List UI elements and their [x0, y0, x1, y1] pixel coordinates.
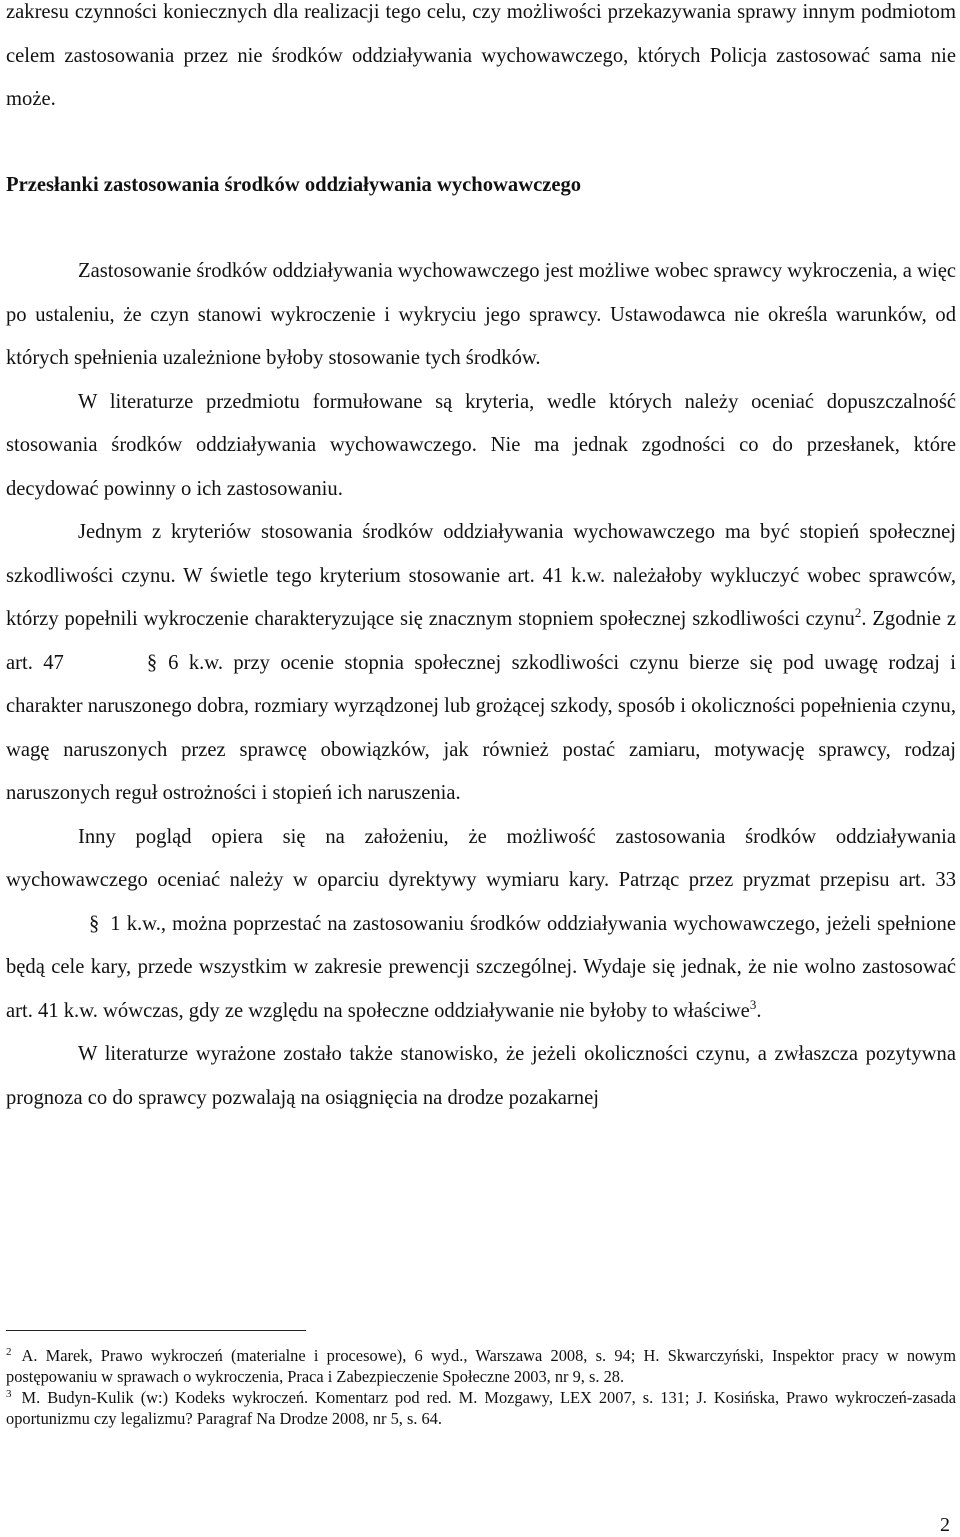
paragraph-2: W literaturze przedmiotu formułowane są kryteria, wedle których należy oceniać dopuszczalność stosowania środków oddziaływania wychowawczego. Nie ma jednak zgodności co do przesłanek, które decydować powinny o ich zastosowaniu.	[6, 390, 956, 500]
paragraph-4-part-2: 1 k.w., można poprzestać na zastosowaniu środków oddziaływania wychowawczego, jeżeli spełnione będą cele kary, przede wszystkim w zakresie prewencji szczególnej. Wydaje się jednak, że nie wolno zastosować art. 41 k.w. wówczas, gdy ze względu na społeczne oddziaływanie nie byłoby to właściwe	[6, 912, 956, 1022]
paragraph-4-part-1: Inny pogląd opiera się na założeniu, że możliwość zastosowania środków oddziaływania wychowawczego oceniać należy w oparciu dyrektywy wymiaru kary. Patrząc przez pryzmat przepisu art. 33	[6, 825, 956, 891]
paragraph-5: W literaturze wyrażone zostało także stanowisko, że jeżeli okoliczności czynu, a zwłaszcza pozytywna prognoza co do sprawcy pozwalają na osiągnięcia na drodze pozakarnej	[6, 1043, 956, 1109]
footnote-3	[6, 1387, 956, 1429]
paragraph-4	[6, 816, 956, 1034]
opening-paragraph: zakresu czynności koniecznych dla realizacji tego celu, czy możliwości przekazywania sprawy innym podmiotom celem zastosowania przez nie środków oddziaływania wychowawczego, których Policja zastosować sama nie może.	[6, 1, 956, 110]
page-number: 2	[940, 1514, 950, 1536]
footnote-number: 2	[6, 1345, 12, 1358]
footnote-separator	[6, 1330, 306, 1331]
main-text	[6, 250, 956, 1120]
footnote-ref-3: 3	[749, 996, 757, 1012]
footnotes	[6, 1345, 956, 1429]
paragraph-4-part-3: .	[756, 999, 762, 1022]
footnote-2	[6, 1345, 956, 1387]
footnote-number: 3	[6, 1387, 12, 1400]
paragraph-3-part-1: Jednym z kryteriów stosowania środków oddziaływania wychowawczego ma być stopień społecznej szkodliwości czynu. W świetle tego kryterium stosowanie art. 41 k.w. należałoby wykluczyć wobec sprawców, którzy popełnili wykroczenie charakteryzujące się znacznym stopniem społecznej szkodliwości czynu	[6, 521, 956, 630]
section-sign: §	[89, 912, 100, 935]
section-heading: Przesłanki zastosowania środków oddziaływania wychowawczego	[6, 174, 582, 196]
footnote-text: M. Budyn-Kulik (w:) Kodeks wykroczeń. Komentarz pod red. M. Mozgawy, LEX 2007, s. 131; J. Kosińska, Prawo wykroczeń-zasada oportunizmu czy legalizmu? Paragraf Na Drodze 2008, nr 5, s. 64.	[6, 1388, 956, 1428]
paragraph-3-part-2: . Zgodnie z art. 47	[6, 608, 956, 674]
paragraph-3	[6, 511, 956, 816]
footnote-text: A. Marek, Prawo wykroczeń (materialne i procesowe), 6 wyd., Warszawa 2008, s. 94; H. Skwarczyński, Inspektor pracy w nowym postępowaniu w sprawach o wykroczenia, Praca i Zabezpieczenie Społeczne 2003, nr 9, s. 28.	[6, 1346, 956, 1386]
paragraph-3-part-3: 6 k.w. przy ocenie stopnia społecznej szkodliwości czynu bierze się pod uwagę rodzaj i charakter naruszonego dobra, rozmiary wyrządzonej lub grożącej szkody, sposób i okoliczności popełnienia czynu, wagę naruszonych przez sprawcę obowiązków, jak również postać zamiaru, motywację sprawcy, rodzaj naruszonych reguł ostrożności i stopień ich naruszenia.	[6, 651, 956, 804]
paragraph-1: Zastosowanie środków oddziaływania wychowawczego jest możliwe wobec sprawcy wykroczenia, a więc po ustaleniu, że czyn stanowi wykroczenie i wykryciu jego sprawcy. Ustawodawca nie określa warunków, od których spełnienia uzależnione byłoby stosowanie tych środków.	[6, 260, 956, 369]
footnote-ref-2: 2	[854, 605, 862, 621]
section-sign: §	[146, 651, 158, 674]
